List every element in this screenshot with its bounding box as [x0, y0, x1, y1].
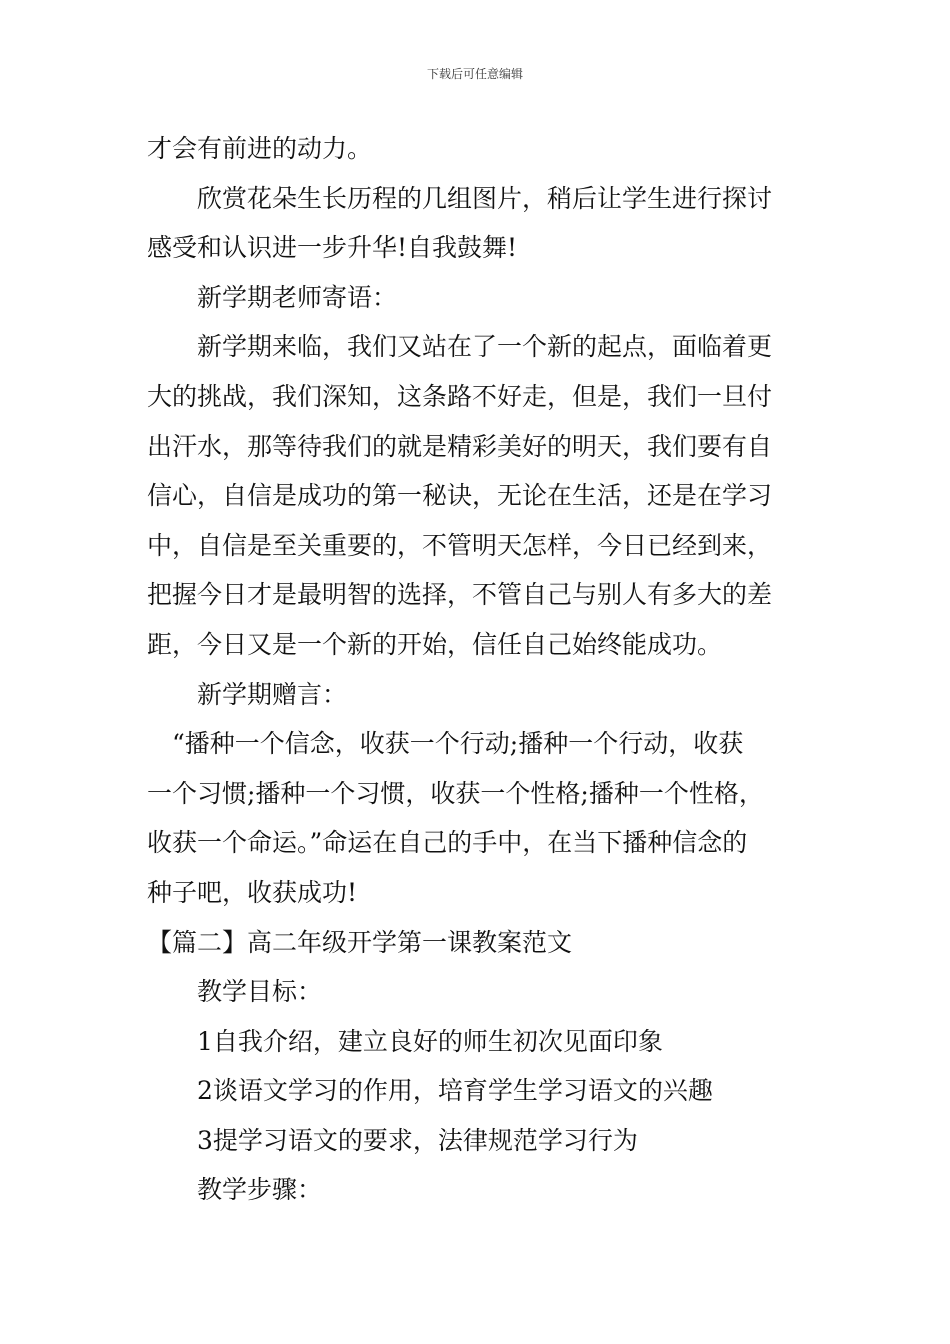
section-heading: 教学目标： — [197, 977, 323, 1007]
list-item: 2谈语文学习的作用，培育学生学习语文的兴趣 — [197, 1076, 713, 1106]
text-line: 种子吧，收获成功! — [147, 877, 358, 907]
section-heading: 教学步骤： — [197, 1175, 323, 1205]
text-line: 大的挑战，我们深知，这条路不好走，但是，我们一旦付 — [147, 381, 773, 411]
section-heading: 新学期赠言： — [197, 679, 348, 709]
text-line: 欣赏花朵生长历程的几组图片，稍后让学生进行探讨 — [197, 183, 773, 213]
text-line: 把握今日才是最明智的选择，不管自己与别人有多大的差 — [147, 580, 773, 610]
text-line: 出汗水，那等待我们的就是精彩美好的明天，我们要有自 — [147, 431, 773, 461]
document-body — [147, 124, 809, 1215]
text-line: 新学期来临，我们又站在了一个新的起点，面临着更 — [197, 332, 773, 362]
text-line: 才会有前进的动力。 — [147, 134, 373, 163]
text-line: 感受和认识进一步升华!自我鼓舞! — [147, 233, 518, 263]
text-line: 收获一个命运。”命运在自己的手中，在当下播种信念的 — [147, 828, 748, 858]
section-heading: 新学期老师寄语： — [197, 282, 398, 312]
chapter-title: 【篇二】高二年级开学第一课教案范文 — [147, 927, 573, 957]
text-line: 信心，自信是成功的第一秘诀，无论在生活，还是在学习 — [147, 481, 773, 511]
text-line: 中，自信是至关重要的，不管明天怎样，今日已经到来， — [147, 530, 773, 560]
list-item: 1自我介绍，建立良好的师生初次见面印象 — [197, 1026, 663, 1056]
list-item: 3提学习语文的要求，法律规范学习行为 — [197, 1125, 638, 1155]
text-line: “播种一个信念，收获一个行动;播种一个行动，收获 — [172, 729, 744, 759]
page-header: 下载后可任意编辑 — [426, 67, 523, 81]
text-line: 一个习惯;播种一个习惯，收获一个性格;播种一个性格， — [147, 778, 764, 808]
text-line: 距，今日又是一个新的开始，信任自己始终能成功。 — [147, 629, 723, 659]
